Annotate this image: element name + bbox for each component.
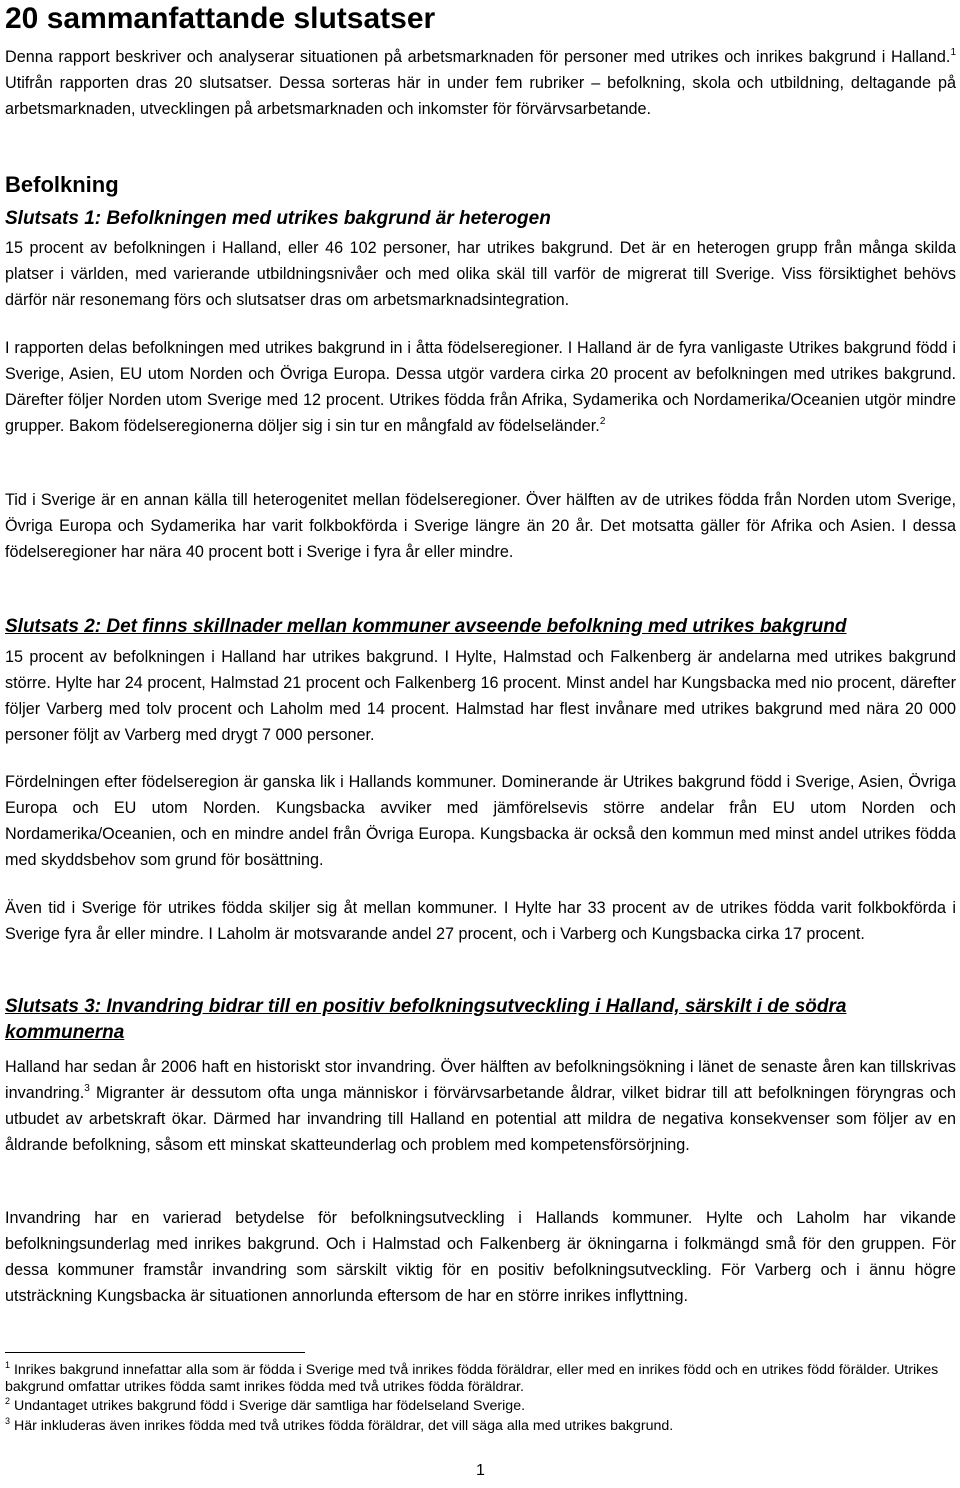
footnote-text-3: Här inkluderas även inrikes födda med två utrikes födda föräldrar, det vill säga alla med utrikes bakgrund. [13,1418,674,1434]
intro-paragraph [5,44,956,122]
conclusion-3-paragraph-1-text-b: Migranter är dessutom ofta unga människor i förvärvsarbetande åldrar, vilket bidrar till att befolkningen föryngras och utbudet av arbetskraft ökar. Därmed har invandring till Halland en potential att mildra de negativa konsekvenser som följer av en åldrande befolkning, såsom ett minskat skatteunderlag och problem med kompetensförsörjning. [5,1084,956,1154]
conclusion-3-paragraph-2: Invandring har en varierad betydelse för befolkningsutveckling i Hallands kommuner. Hylte och Laholm har vikande befolkningsunderlag med inrikes bakgrund. Och i Halmstad och Falkenberg är ökningarna i folkmängd små för den gruppen. För dessa kommuner framstår invandring som särskilt viktig för en positiv befolkningsutveckling. För Varberg och i ännu högre utsträckning Kungsbacka är situationen annorlunda eftersom de har en större inrikes inflyttning. [5,1209,956,1305]
page-number: 1 [476,1462,485,1479]
conclusion-2-paragraph-3: Även tid i Sverige för utrikes födda skiljer sig åt mellan kommuner. I Hylte har 33 procent av de utrikes födda varit folkbokförda i Sverige fyra år eller mindre. I Laholm är motsvarande andel 27 procent, och i Varberg och Kungsbacka cirka 17 procent. [5,899,956,943]
footnote-number-2: 2 [5,1396,11,1406]
conclusion-2-heading: Slutsats 2: Det finns skillnader mellan kommuner avseende befolkning med utrikes bakgrund [5,616,847,637]
conclusion-2-paragraph-2: Fördelningen efter födelseregion är ganska lik i Hallands kommuner. Dominerande är Utrikes bakgrund född i Sverige, Asien, Övriga Europa och EU utom Norden. Kungsbacka avviker med jämförelsevis större andelar från EU utom Norden och Nordamerika/Oceanien, och en mindre andel från Övriga Europa. Kungsbacka är också den kommun med minst andel utrikes födda med skyddsbehov som grund för bosättning. [5,773,956,869]
section-heading-befolkning: Befolkning [5,172,119,197]
conclusion-1-paragraph-3: Tid i Sverige är en annan källa till heterogenitet mellan födelseregioner. Över hälften av de utrikes födda från Norden utom Sverige, Övriga Europa och Sydamerika har varit folkbokförda i Sverige längre än 20 år. Det motsatta gäller för Afrika och Asien. I dessa födelseregioner har nära 40 procent bott i Sverige i fyra år eller mindre. [5,491,956,561]
page-title: 20 sammanfattande slutsatser [5,2,436,35]
conclusion-1-paragraph-2 [5,335,956,439]
footnote-text-1: Inrikes bakgrund innefattar alla som är födda i Sverige med två inrikes födda föräldrar, eller med en inrikes född och en utrikes född förälder. Utrikes bakgrund omfattar utrikes födda samt inrikes födda med två utrikes födda föräldrar. [5,1362,939,1395]
conclusion-1-heading: Slutsats 1: Befolkningen med utrikes bakgrund är heterogen [5,208,551,229]
footnote-number-3: 3 [5,1416,11,1426]
conclusion-3-heading: Slutsats 3: Invandring bidrar till en positiv befolkningsutveckling i Halland, särskilt i de södra kommunerna [5,996,847,1043]
conclusion-1-paragraph-1: 15 procent av befolkningen i Halland, eller 46 102 personer, har utrikes bakgrund. Det är en heterogen grupp från många skilda platser i världen, med varierande utbildningsnivåer och med olika skäl till varför de migrerat till Sverige. Viss försiktighet behövs därför när resonemang förs och slutsatser dras om arbetsmarknadsintegration. [5,239,956,309]
footnote-ref-2[interactable]: 2 [599,416,606,427]
conclusion-2-paragraph-1: 15 procent av befolkningen i Halland har utrikes bakgrund. I Hylte, Halmstad och Falkenberg är andelarna med utrikes bakgrund större. Hylte har 24 procent, Halmstad 21 procent och Falkenberg 16 procent. Minst andel har Kungsbacka med nio procent, därefter följer Varberg med tolv procent och Laholm med 14 procent. Halmstad har flest invånare med utrikes bakgrund med nära 20 000 personer följt av Varberg med drygt 7 000 personer. [5,648,956,744]
footnote-ref-1[interactable]: 1 [950,47,956,58]
conclusion-3-paragraph-1-text-a: Halland har sedan år 2006 haft en historiskt stor invandring. Över hälften av befolkningsökning i länet de senaste åren kan tillskrivas invandring. [5,1058,956,1102]
conclusion-1-paragraph-2-text: I rapporten delas befolkningen med utrikes bakgrund in i åtta födelseregioner. I Halland är de fyra vanligaste Utrikes bakgrund född i Sverige, Asien, EU utom Norden och Övriga Europa. Dessa utgör vardera cirka 20 procent av befolkningen med utrikes bakgrund. Därefter följer Norden utom Sverige med 12 procent. Utrikes födda från Afrika, Sydamerika och Nordamerika/Oceanien utgör mindre grupper. Bakom födelseregionerna döljer sig i sin tur en mångfald av födelseländer. [5,339,956,435]
footnote-text-2: Undantaget utrikes bakgrund född i Sverige där samtliga har födelseland Sverige. [13,1398,526,1414]
footnote-3 [5,1418,956,1435]
conclusion-3-paragraph-1 [5,1054,956,1158]
footnote-number-1: 1 [5,1360,11,1370]
footnote-1 [5,1362,956,1396]
intro-text-1: Denna rapport beskriver och analyserar situationen på arbetsmarknaden för personer med utrikes och inrikes bakgrund i Halland. [5,48,951,66]
footnote-2 [5,1398,956,1415]
intro-text-2: Utifrån rapporten dras 20 slutsatser. Dessa sorteras här in under fem rubriker – befolkning, skola och utbildning, deltagande på arbetsmarknaden, utvecklingen på arbetsmarknaden och inkomster för förvärvsarbetande. [5,74,956,118]
footnote-ref-3[interactable]: 3 [84,1083,90,1094]
footnote-divider [5,1352,305,1353]
